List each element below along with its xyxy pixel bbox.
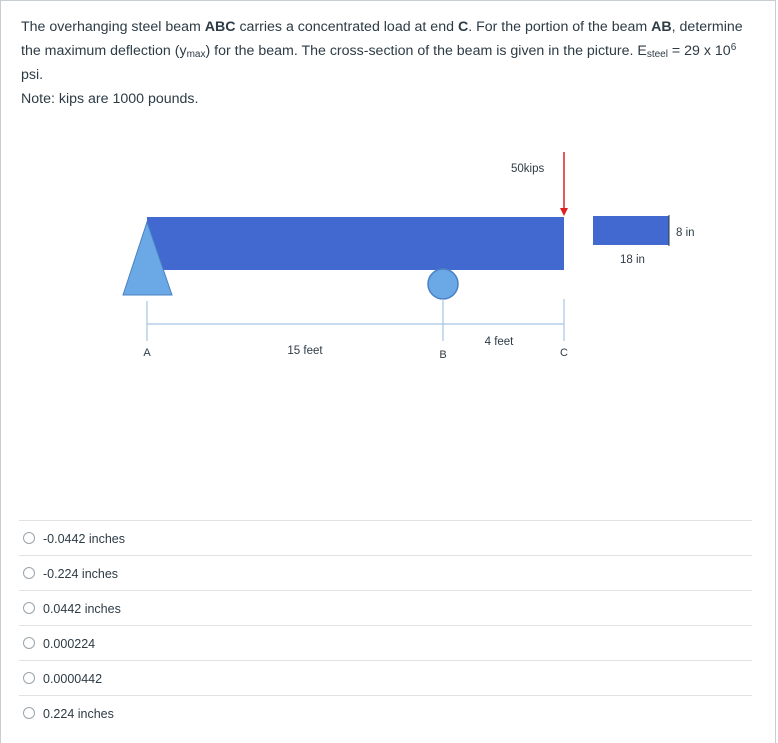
end-point-name: C xyxy=(457,19,469,35)
span-ab-label: 15 feet xyxy=(287,345,323,357)
cross-section xyxy=(593,216,669,245)
radio-button[interactable] xyxy=(23,672,35,684)
answer-option[interactable] xyxy=(19,555,752,590)
radio-button[interactable] xyxy=(23,637,35,649)
answer-option[interactable] xyxy=(19,695,752,730)
question-text-part: , determine the maximum deflection (y xyxy=(21,19,743,59)
radio-button[interactable] xyxy=(23,532,35,544)
answer-option[interactable] xyxy=(19,625,752,660)
answer-label[interactable]: 0.0000442 xyxy=(43,671,103,686)
load-arrow-head xyxy=(560,208,568,216)
section-height-label: 8 in xyxy=(676,227,695,239)
beam-diagram xyxy=(1,141,777,381)
portion-name: AB xyxy=(651,19,672,35)
roller-support-b xyxy=(428,269,458,299)
subscript-max: max xyxy=(186,49,206,60)
superscript-exponent: 6 xyxy=(730,42,737,53)
answer-label[interactable]: 0.0442 inches xyxy=(43,601,121,616)
question-text xyxy=(21,15,761,111)
section-width-label: 18 in xyxy=(620,254,645,266)
question-text-part: ) for the beam. The cross-section of the beam is given in the picture. E xyxy=(205,43,647,59)
question-note: Note: kips are 1000 pounds. xyxy=(21,91,199,107)
question-text-part: psi. xyxy=(21,67,44,83)
question-text-part: . For the portion of the beam xyxy=(468,19,652,35)
point-a-label: A xyxy=(143,347,151,359)
answer-option[interactable] xyxy=(19,660,752,695)
radio-button[interactable] xyxy=(23,707,35,719)
radio-button[interactable] xyxy=(23,567,35,579)
answer-label[interactable]: -0.224 inches xyxy=(43,566,119,581)
point-c-label: C xyxy=(560,347,568,359)
load-label: 50kips xyxy=(511,163,545,175)
question-text-part: = 29 x 10 xyxy=(667,43,731,59)
answer-label[interactable]: 0.224 inches xyxy=(43,706,114,721)
answer-option[interactable] xyxy=(19,520,752,555)
answer-label[interactable]: -0.0442 inches xyxy=(43,531,126,546)
question-text-part: carries a concentrated load at end xyxy=(235,19,458,35)
subscript-steel: steel xyxy=(646,49,668,60)
question-text-part: The overhanging steel beam xyxy=(21,19,205,35)
answer-label[interactable]: 0.000224 xyxy=(43,636,96,651)
answer-option[interactable] xyxy=(19,590,752,625)
radio-button[interactable] xyxy=(23,602,35,614)
point-b-label: B xyxy=(439,349,447,361)
span-bc-label: 4 feet xyxy=(484,336,514,348)
answer-list xyxy=(19,520,752,730)
beam-name: ABC xyxy=(204,19,236,35)
beam xyxy=(147,217,564,270)
